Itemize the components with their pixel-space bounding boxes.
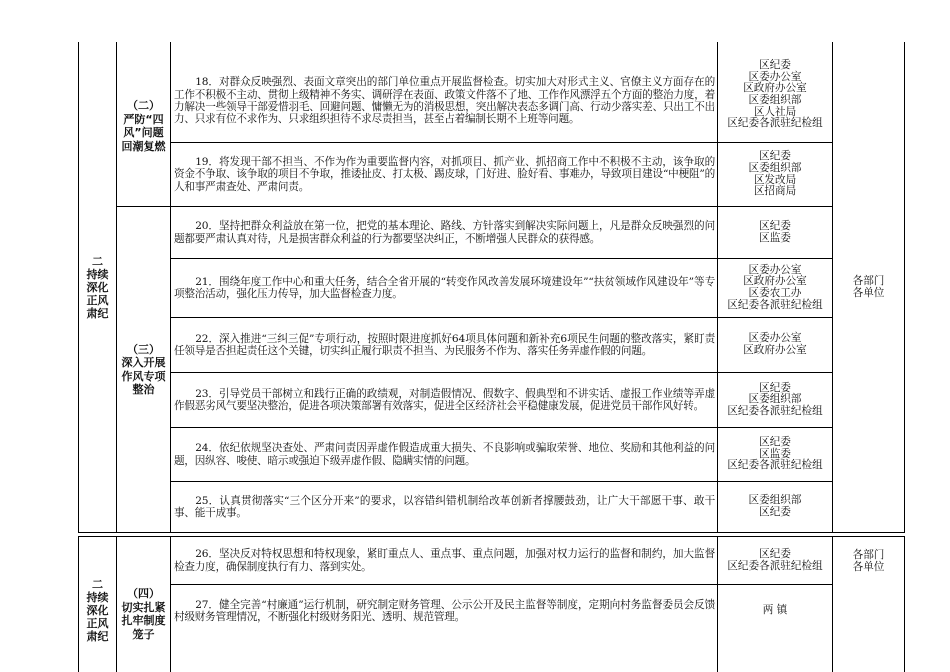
task-item-26 — [171, 537, 717, 584]
responsible-units: 区纪委 区监委 区纪委各派驻纪检组 — [727, 436, 823, 472]
table-border — [904, 42, 905, 532]
task-item-25 — [171, 482, 717, 532]
responsible-units: 区纪委 区纪委各派驻纪检组 — [727, 547, 823, 572]
responsible-units: 区委办公室 区政府办公室 区委农工办 区纪委各派驻纪检组 — [727, 263, 823, 311]
responsible-units: 区委组织部 区纪委 — [748, 494, 802, 518]
responsible-all: 各部门 各单位 — [852, 548, 885, 573]
table-border — [78, 532, 905, 533]
task-item-18 — [171, 60, 717, 142]
task-item-21 — [171, 259, 717, 317]
task-text: 27．健全完善“村廉通”运行机制，研究制定财务管理、公示公开及民主监督等制度，定期向村务监督委员会反馈村级财务管理情况，不断强化村级财务阳光、透明、规范管理。 — [174, 598, 715, 623]
category-label: （三） 深入开展 作风专项 整治 — [121, 342, 166, 396]
task-text: 24．依纪依规坚决查处、严肃问责因弄虚作假造成重大损失、不良影响或骗取荣誉、地位、奖励和其他利益的问题，因纵容、唆使、暗示或强迫下级弄虚作假、隐瞒实情的问题。 — [174, 442, 715, 467]
task-text: 26．坚决反对特权思想和特权现象，紧盯重点人、重点事、重点问题，加强对权力运行的监督和制约，加大监督检查力度，确保制度执行有力、落到实处。 — [174, 548, 715, 573]
task-item-22 — [171, 318, 717, 372]
task-item-27 — [171, 585, 717, 637]
task-item-24 — [171, 428, 717, 481]
task-item-23 — [171, 373, 717, 427]
task-text: 22．深入推进“三纠三促”专项行动，按照时限进度抓好64项具体问题和新补充6项民生问题的整改落实，紧盯责任领导是否担起责任这个关键，切实纠正履行职责不担当、为民服务不作为、落实任务弄虚作假的问题。 — [174, 332, 715, 357]
category-label: （四） 切实扎紧 扎牢制度 笼子 — [121, 587, 166, 641]
section-label: 二 持续 深化 正风 肃纪 — [86, 578, 109, 643]
task-item-19 — [171, 143, 717, 206]
responsible-units: 区纪委 区委组织部 区发改局 区招商局 — [748, 150, 802, 198]
responsible-units: 区纪委 区委组织部 区纪委各派驻纪检组 — [727, 381, 823, 417]
responsible-all: 各部门 各单位 — [852, 275, 885, 299]
responsible-units: 区委办公室 区政府办公室 — [743, 332, 807, 356]
responsible-units: 区纪委 区委办公室 区政府办公室 区委组织部 区人社局 区纪委各派驻纪检组 — [727, 59, 823, 130]
table-border — [904, 536, 905, 672]
responsible-units: 两 镇 — [762, 604, 788, 617]
task-text: 23．引导党员干部树立和践行正确的政绩观，对制造假情况、假数字、假典型和不讲实话、虚报工作业绩等弄虚作假恶劣风气要坚决整治，促进各项决策部署有效落实，促进全区经济社会平稳健康发展，促进党员干部作风好转。 — [174, 387, 715, 412]
section-label: 二 持续 深化 正风 肃纪 — [86, 254, 109, 320]
category-label: （二） 严防“四 风”问题 回潮复燃 — [121, 99, 166, 153]
task-text: 19．将发现干部不担当、不作为作为重要监督内容，对抓项目、抓产业、抓招商工作中不积极不主动，该争取的资金不争取、该争取的项目不争取，推诿扯皮、打太极、踢皮球，门好进、脸好看、事难办，导致项目建设“中梗阻”的人和事严肃查处、严肃问责。 — [174, 155, 715, 193]
task-text: 20．坚持把群众利益放在第一位，把党的基本理论、路线、方针落实到解决实际问题上，凡是群众反映强烈的问题都要严肃认真对待，凡是损害群众利益的行为都要坚决纠正，不断增强人民群众的获得感。 — [174, 220, 715, 245]
task-text: 25．认真贯彻落实“三个区分开来”的要求，以容错纠错机制给改革创新者撑腰鼓劲，让广大干部愿干事、敢干事、能干成事。 — [174, 494, 715, 519]
responsible-units: 区纪委 区监委 — [759, 219, 791, 244]
task-text: 18．对群众反映强烈、表面文章突出的部门单位重点开展监督检查。切实加大对形式主义、官僚主义方面存在的工作不积极不主动、贯彻上级精神不务实、调研浮在表面、政策文件落不了地、工作作风漂浮五个方面的整治力度，着力解决一些领导干部爱惜羽毛、回避问题、慵懒无为的消极思想，突出解决表态多调门高、行动少落实差、只出工不出力、只求有位不求作为、只求组织担待不求尽责担当，甚至占着编制长期不上班等问题。 — [174, 76, 715, 126]
task-item-20 — [171, 207, 717, 258]
task-text: 21．围绕年度工作中心和重大任务，结合全省开展的“转变作风改善发展环境建设年”“扶贫领域作风建设年”等专项整治活动，强化压力传导，加大监督检查力度。 — [174, 275, 715, 300]
